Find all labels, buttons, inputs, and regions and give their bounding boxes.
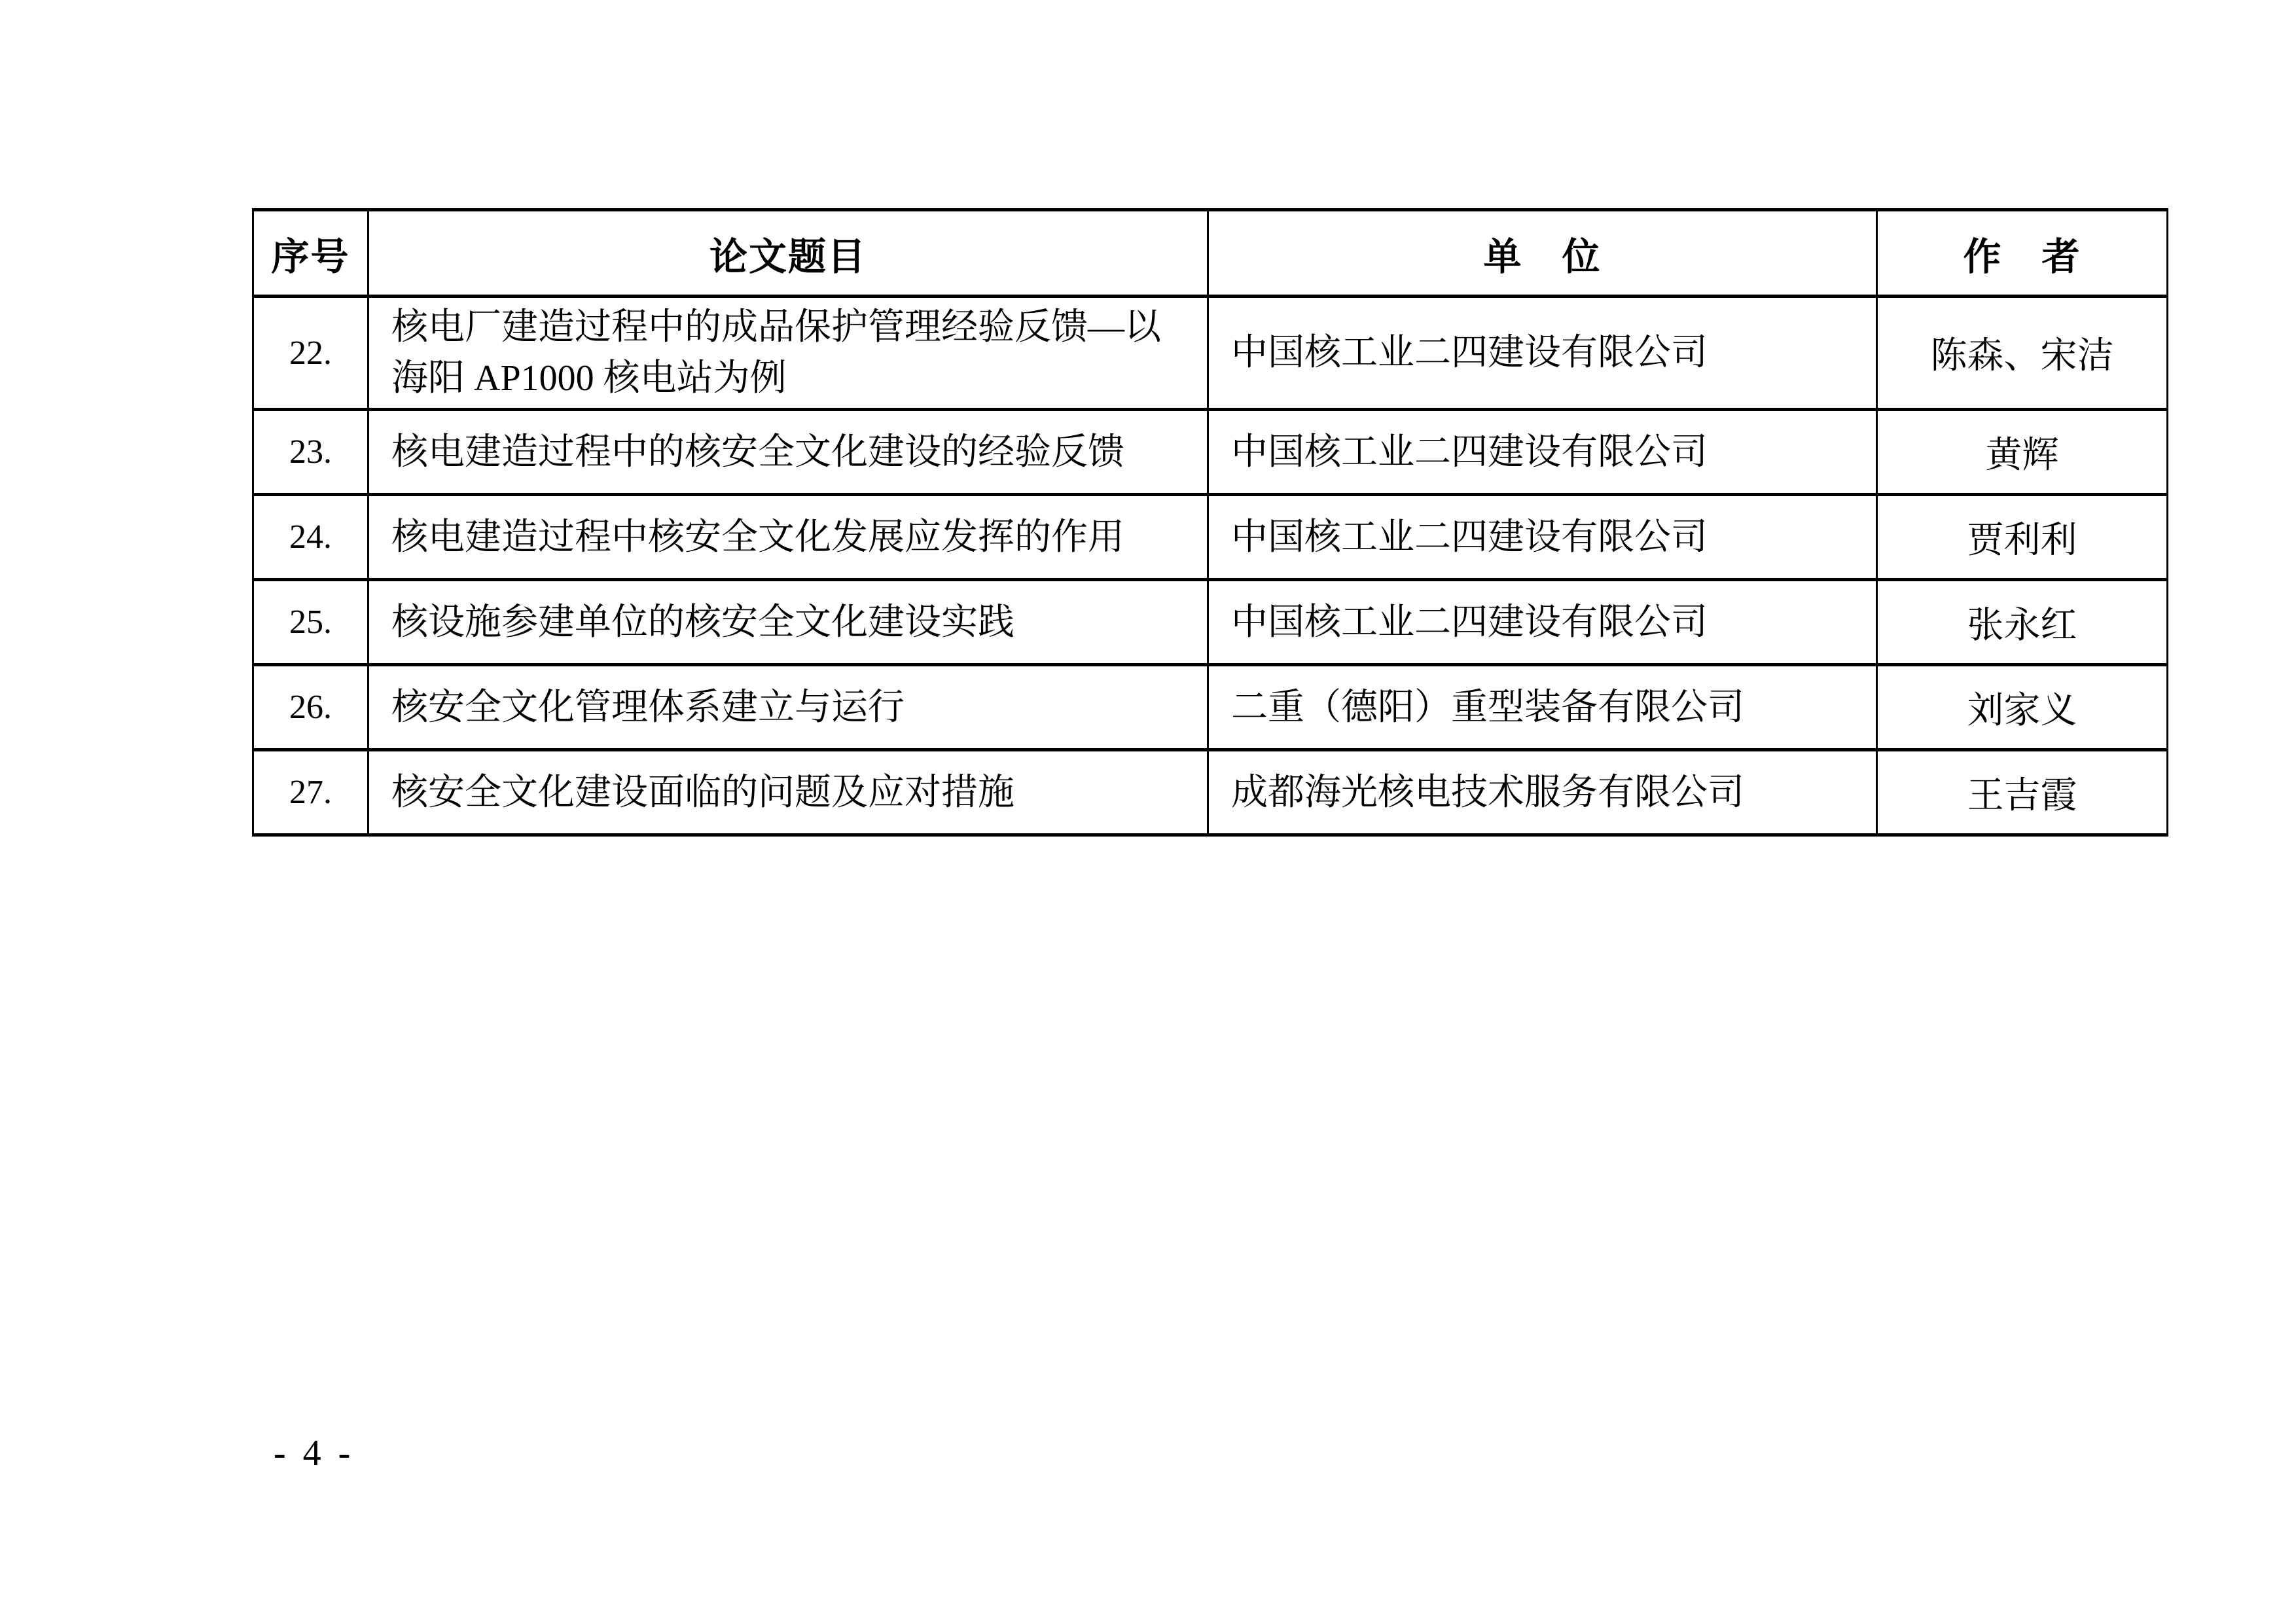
cell-author: 刘家义 bbox=[1877, 665, 2168, 750]
table-row bbox=[253, 410, 2168, 495]
cell-unit: 中国核工业二四建设有限公司 bbox=[1208, 410, 1877, 495]
cell-title: 核电厂建造过程中的成品保护管理经验反馈—以海阳 AP1000 核电站为例 bbox=[368, 297, 1208, 410]
cell-unit: 中国核工业二四建设有限公司 bbox=[1208, 580, 1877, 665]
table-row bbox=[253, 580, 2168, 665]
cell-author: 陈森、宋洁 bbox=[1877, 297, 2168, 410]
cell-title: 核安全文化管理体系建立与运行 bbox=[368, 665, 1208, 750]
cell-no: 26. bbox=[253, 665, 368, 750]
cell-author: 贾利利 bbox=[1877, 495, 2168, 580]
cell-title: 核电建造过程中的核安全文化建设的经验反馈 bbox=[368, 410, 1208, 495]
cell-author: 张永红 bbox=[1877, 580, 2168, 665]
cell-author: 王吉霞 bbox=[1877, 750, 2168, 835]
cell-no: 24. bbox=[253, 495, 368, 580]
cell-no: 23. bbox=[253, 410, 368, 495]
column-header-title: 论文题目 bbox=[368, 210, 1208, 297]
page-number: - 4 - bbox=[274, 1433, 355, 1473]
table-header-row bbox=[253, 210, 2168, 297]
table-row bbox=[253, 750, 2168, 835]
cell-unit: 中国核工业二四建设有限公司 bbox=[1208, 297, 1877, 410]
cell-no: 22. bbox=[253, 297, 368, 410]
cell-unit: 成都海光核电技术服务有限公司 bbox=[1208, 750, 1877, 835]
cell-no: 27. bbox=[253, 750, 368, 835]
table-row bbox=[253, 495, 2168, 580]
cell-title: 核安全文化建设面临的问题及应对措施 bbox=[368, 750, 1208, 835]
cell-author: 黄辉 bbox=[1877, 410, 2168, 495]
cell-unit: 中国核工业二四建设有限公司 bbox=[1208, 495, 1877, 580]
column-header-author: 作 者 bbox=[1877, 210, 2168, 297]
column-header-no: 序号 bbox=[253, 210, 368, 297]
cell-title: 核设施参建单位的核安全文化建设实践 bbox=[368, 580, 1208, 665]
cell-no: 25. bbox=[253, 580, 368, 665]
papers-table bbox=[252, 208, 2168, 837]
table-row bbox=[253, 665, 2168, 750]
column-header-unit: 单 位 bbox=[1208, 210, 1877, 297]
cell-unit: 二重（德阳）重型装备有限公司 bbox=[1208, 665, 1877, 750]
table-row bbox=[253, 297, 2168, 410]
cell-title: 核电建造过程中核安全文化发展应发挥的作用 bbox=[368, 495, 1208, 580]
